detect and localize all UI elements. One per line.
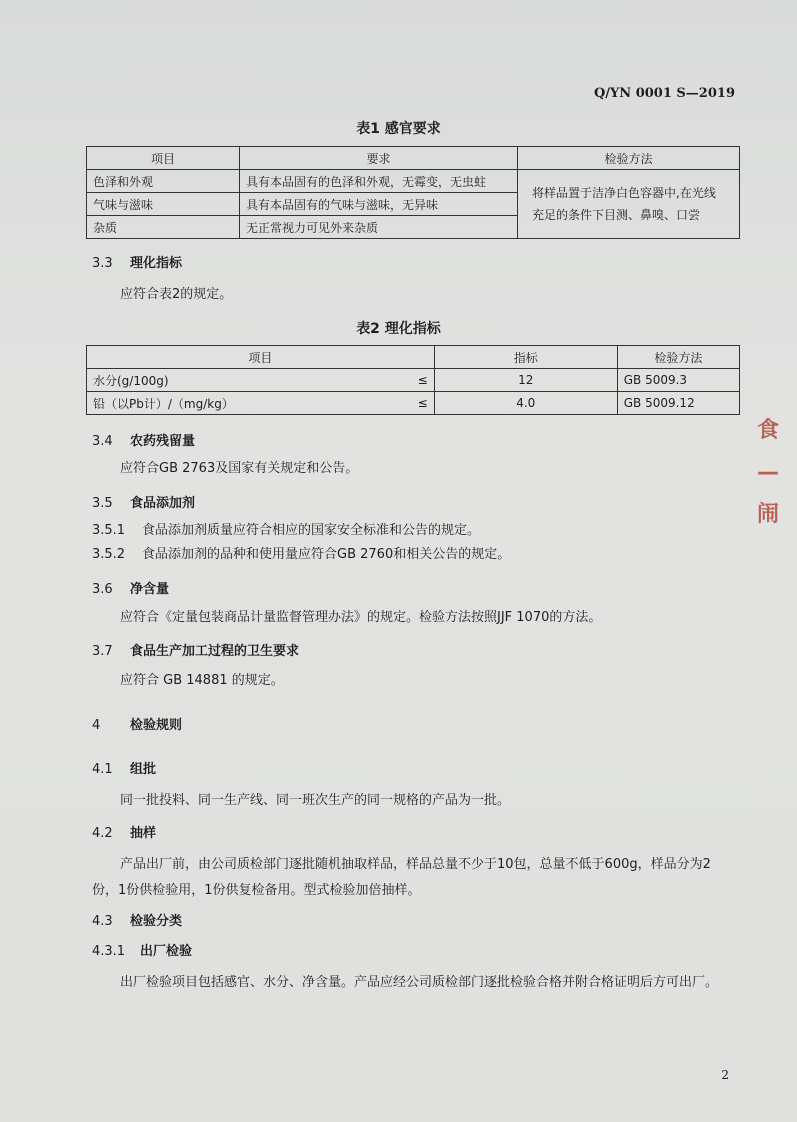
section-text: 应符合 GB 14881 的规定。 — [120, 673, 284, 688]
physicochemical-table — [86, 345, 740, 415]
section-heading: 3.7 食品生产加工过程的卫生要求 — [92, 644, 300, 659]
table1-caption: 表1 感官要求 — [356, 121, 441, 137]
section-heading: 4.1 组批 — [92, 762, 157, 777]
column-header: 检验方法 — [617, 346, 739, 369]
table-cell: 杂质 — [87, 216, 240, 239]
section-text: 产品出厂前，由公司质检部门逐批随机抽取样品，样品总量不少于10包，总量不低于600g，样品分为2份，1份供检验用，1份供复检备用。型式检验加倍抽样。 — [92, 857, 711, 898]
table2-caption: 表2 理化指标 — [356, 321, 441, 337]
section-heading: 4.3.1 出厂检验 — [92, 944, 193, 959]
column-header: 检验方法 — [518, 147, 740, 170]
seal-stamp: 食 — 闹 — [757, 418, 780, 527]
section-text: 同一批投料、同一生产线、同一班次生产的同一规格的产品为一批。 — [120, 793, 511, 808]
table-cell: 铅（以Pb计）/（mg/kg） — [87, 392, 402, 415]
section-text: 应符合《定量包装商品计量监督管理办法》的规定。检验方法按照JJF 1070的方法。 — [120, 610, 602, 625]
column-header: 指标 — [434, 346, 617, 369]
section-text: 应符合表2的规定。 — [120, 287, 233, 302]
table-header-row — [87, 147, 740, 170]
section-text: 出厂检验项目包括感官、水分、净含量。产品应经公司质检部门逐批检验合格并附合格证明后方可出厂。 — [120, 975, 719, 990]
table-cell: 具有本品固有的色泽和外观，无霉变，无虫蛀 — [240, 170, 518, 193]
table-cell: 无正常视力可见外来杂质 — [240, 216, 518, 239]
column-header: 项目 — [87, 147, 240, 170]
table-cell: GB 5009.3 — [617, 369, 739, 392]
sensory-requirements-table — [86, 146, 740, 239]
chapter-heading: 4 检验规则 — [92, 718, 183, 733]
table-cell: 气味与滋味 — [87, 193, 240, 216]
document-code: Q/YN 0001 S—2019 — [593, 86, 735, 101]
section-text: 3.5.2 食品添加剂的品种和使用量应符合GB 2760和相关公告的规定。 — [92, 547, 511, 562]
table-cell: 将样品置于洁净白色容器中,在光线充足的条件下目测、鼻嗅、口尝 — [518, 170, 740, 239]
section-heading: 3.4 农药残留量 — [92, 434, 196, 449]
table-row — [87, 392, 740, 415]
table-cell: 具有本品固有的气味与滋味，无异味 — [240, 193, 518, 216]
section-heading: 4.3 检验分类 — [92, 914, 183, 929]
table-row — [87, 369, 740, 392]
table-cell: 12 — [434, 369, 617, 392]
table-cell: GB 5009.12 — [617, 392, 739, 415]
section-heading: 4.2 抽样 — [92, 826, 157, 841]
table-cell: ≤ — [402, 392, 435, 415]
section-heading: 3.3 理化指标 — [92, 256, 183, 271]
column-header: 要求 — [240, 147, 518, 170]
table-cell: ≤ — [402, 369, 435, 392]
table-cell: 水分(g/100g) — [87, 369, 402, 392]
table-row — [87, 170, 740, 193]
section-text: 应符合GB 2763及国家有关规定和公告。 — [120, 461, 359, 476]
table-cell: 4.0 — [434, 392, 617, 415]
section-heading: 3.5 食品添加剂 — [92, 496, 196, 511]
section-text: 3.5.1 食品添加剂质量应符合相应的国家安全标准和公告的规定。 — [92, 523, 481, 538]
column-header: 项目 — [87, 346, 435, 369]
table-header-row — [87, 346, 740, 369]
section-heading: 3.6 净含量 — [92, 582, 170, 597]
table-cell: 色泽和外观 — [87, 170, 240, 193]
page-number: 2 — [721, 1068, 729, 1082]
